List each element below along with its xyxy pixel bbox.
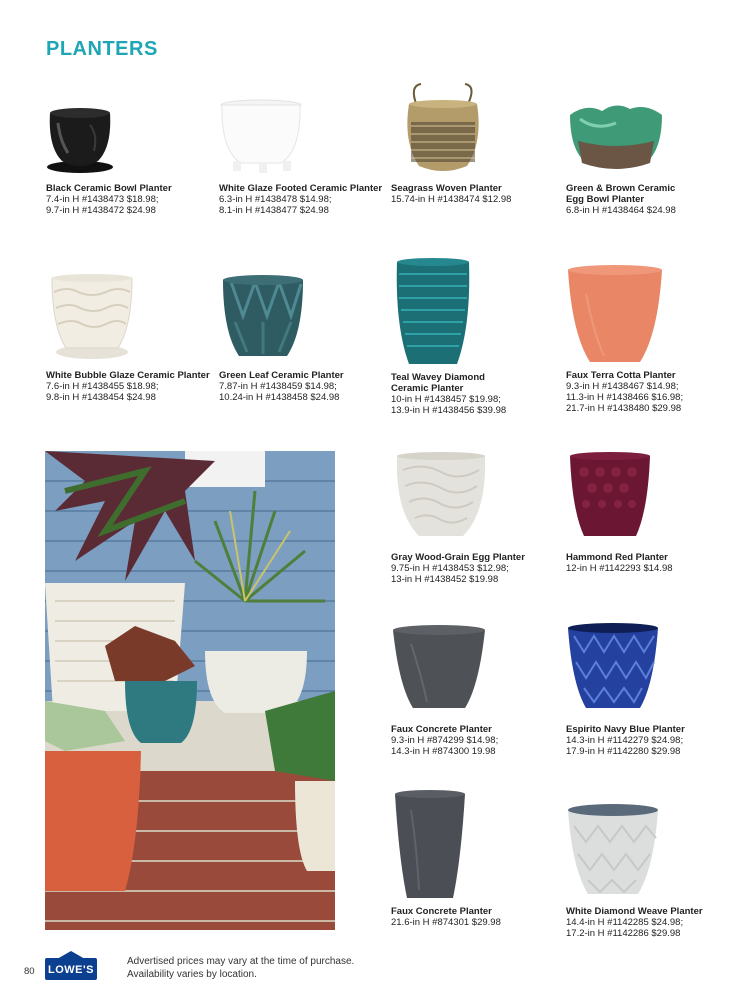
product-white-bubble-glaze[interactable] bbox=[46, 270, 216, 403]
product-size-price: 10.24-in H #1438458 $24.98 bbox=[219, 392, 340, 403]
product-name: Seagrass Woven Planter bbox=[391, 183, 502, 194]
product-size-price: 11.3-in H #1438466 $16.98; bbox=[566, 392, 684, 403]
product-size-price: 12-in H #1142293 $14.98 bbox=[566, 563, 673, 574]
product-size-price: 6.8-in H #1438464 $24.98 bbox=[566, 205, 676, 216]
product-teal-wavey-diamond[interactable] bbox=[391, 256, 556, 416]
product-size-price: 17.2-in H #1142286 $29.98 bbox=[566, 928, 681, 939]
page-title: PLANTERS bbox=[46, 38, 158, 60]
product-size-price: 13-in H #1438452 $19.98 bbox=[391, 574, 499, 585]
product-image bbox=[391, 82, 556, 183]
product-image bbox=[219, 270, 384, 370]
product-faux-concrete-tall[interactable] bbox=[391, 788, 556, 928]
product-name: Ceramic Planter bbox=[391, 383, 464, 394]
product-white-diamond-weave[interactable] bbox=[566, 800, 726, 939]
product-name: White Diamond Weave Planter bbox=[566, 906, 703, 917]
product-image bbox=[566, 95, 726, 183]
product-size-price: 21.7-in H #1438480 $29.98 bbox=[566, 403, 682, 414]
product-image bbox=[391, 622, 556, 724]
product-name: Black Ceramic Bowl Planter bbox=[46, 183, 172, 194]
product-image bbox=[391, 448, 556, 552]
product-size-price: 9.75-in H #1438453 $12.98; bbox=[391, 563, 509, 574]
product-size-price: 7.87-in H #1438459 $14.98; bbox=[219, 381, 337, 392]
product-size-price: 21.6-in H #874301 $29.98 bbox=[391, 917, 501, 928]
product-image bbox=[46, 95, 211, 183]
product-image bbox=[566, 262, 726, 370]
product-size-price: 9.7-in H #1438472 $24.98 bbox=[46, 205, 156, 216]
product-size-price: 14.3-in H #874300 19.98 bbox=[391, 746, 496, 757]
product-size-price: 10-in H #1438457 $19.98; bbox=[391, 394, 501, 405]
product-name: Faux Concrete Planter bbox=[391, 724, 492, 735]
product-image bbox=[566, 800, 726, 906]
product-green-leaf-ceramic[interactable] bbox=[219, 270, 384, 403]
product-size-price: 17.9-in H #1142280 $29.98 bbox=[566, 746, 681, 757]
product-size-price: 7.4-in H #1438473 $18.98; bbox=[46, 194, 159, 205]
product-name: White Bubble Glaze Ceramic Planter bbox=[46, 370, 210, 381]
product-name: White Glaze Footed Ceramic Planter bbox=[219, 183, 383, 194]
page-number: 80 bbox=[24, 966, 35, 977]
product-espirito-navy-blue[interactable] bbox=[566, 620, 726, 757]
product-hammond-red[interactable] bbox=[566, 448, 726, 574]
product-image bbox=[219, 95, 384, 183]
product-name: Hammond Red Planter bbox=[566, 552, 668, 563]
product-size-price: 7.6-in H #1438455 $18.98; bbox=[46, 381, 159, 392]
product-name: Espirito Navy Blue Planter bbox=[566, 724, 685, 735]
product-faux-terra-cotta[interactable] bbox=[566, 262, 726, 414]
product-image bbox=[566, 620, 726, 724]
product-size-price: 15.74-in H #1438474 $12.98 bbox=[391, 194, 512, 205]
product-image bbox=[391, 788, 556, 906]
product-image bbox=[46, 270, 216, 370]
lowes-logo: LOWE'S bbox=[45, 958, 97, 980]
product-size-price: 8.1-in H #1438477 $24.98 bbox=[219, 205, 329, 216]
disclaimer-line: Availability varies by location. bbox=[127, 969, 257, 980]
product-size-price: 13.9-in H #1438456 $39.98 bbox=[391, 405, 507, 416]
product-image bbox=[566, 448, 726, 552]
product-size-price: 14.4-in H #1142285 $24.98; bbox=[566, 917, 684, 928]
disclaimer-line: Advertised prices may vary at the time of purchase. bbox=[127, 956, 355, 967]
product-name: Egg Bowl Planter bbox=[566, 194, 645, 205]
product-name: Gray Wood-Grain Egg Planter bbox=[391, 552, 525, 563]
lifestyle-photo bbox=[45, 451, 335, 930]
product-name: Green & Brown Ceramic bbox=[566, 183, 676, 194]
product-green-brown-egg-bowl[interactable] bbox=[566, 95, 726, 216]
product-name: Faux Terra Cotta Planter bbox=[566, 370, 676, 381]
product-size-price: 9.3-in H #1438467 $14.98; bbox=[566, 381, 679, 392]
product-seagrass-woven[interactable] bbox=[391, 82, 556, 205]
product-size-price: 9.8-in H #1438454 $24.98 bbox=[46, 392, 156, 403]
product-size-price: 14.3-in H #1142279 $24.98; bbox=[566, 735, 684, 746]
product-name: Faux Concrete Planter bbox=[391, 906, 492, 917]
product-white-glaze-footed[interactable] bbox=[219, 95, 384, 216]
product-name: Green Leaf Ceramic Planter bbox=[219, 370, 344, 381]
disclaimer bbox=[127, 955, 354, 981]
product-size-price: 6.3-in H #1438478 $14.98; bbox=[219, 194, 332, 205]
product-gray-wood-grain-egg[interactable] bbox=[391, 448, 556, 585]
product-image bbox=[391, 256, 556, 372]
product-size-price: 9.3-in H #874299 $14.98; bbox=[391, 735, 499, 746]
product-faux-concrete-small[interactable] bbox=[391, 622, 556, 757]
product-black-ceramic-bowl[interactable] bbox=[46, 95, 211, 216]
product-name: Teal Wavey Diamond bbox=[391, 372, 485, 383]
